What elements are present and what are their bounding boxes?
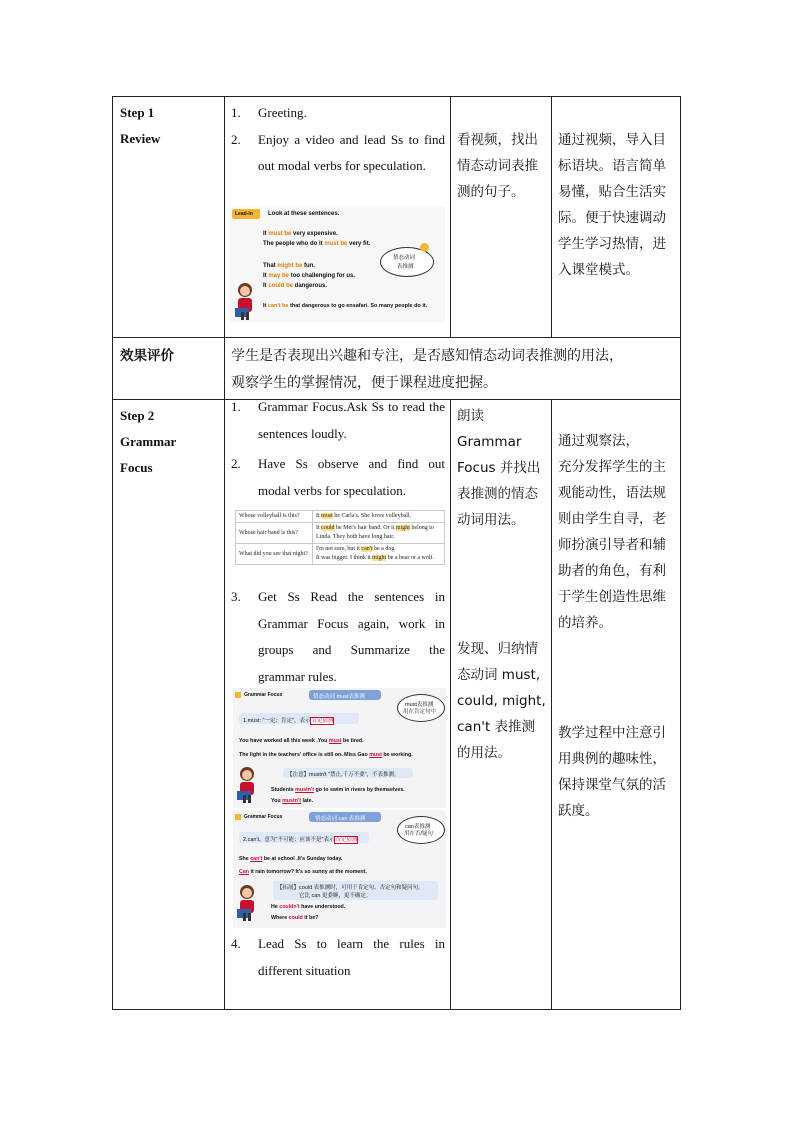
grammar-table-question: What did you see that night? [236, 544, 313, 565]
step2-item-3-num: 3. [231, 589, 241, 604]
must-bubble-line2: 用在肯定句中 [403, 709, 437, 715]
row-divider-step1 [112, 337, 681, 338]
step2-item-2 [231, 451, 445, 504]
can-example-2: Can it rain tomorrow? It's so sunny at the moment. [239, 869, 367, 875]
can-example-1: She can't be at school .It's Sunday today. [239, 856, 343, 862]
evaluation-text-line2: 观察学生的掌握情况，便于课程进度把握。 [231, 375, 497, 391]
step2-item-3-text: Get Ss Read the sentences in Grammar Focus again, work in groups and Summarize the grammar rules. [258, 589, 445, 684]
teacher-illustration [232, 281, 258, 321]
grammar-table-question: Whose volleyball is this? [236, 511, 313, 523]
grammar-table-row [236, 511, 445, 523]
lead-in-sentence-2: The people who do it must be very fit. [263, 241, 371, 247]
step1-student-activity: 看视频，找出情态动词表推测的句子。 [457, 132, 538, 200]
can-example-3: He couldn't have understood. [271, 904, 346, 910]
step1-purpose: 通过视频，导入目标语块。语言简单易懂，贴合生活实际。便于快速调动学生学习热情，进入课堂模式。 [558, 132, 666, 278]
must-example-3: Students mustn't go to swim in rivers by themselves. [271, 787, 405, 793]
step2-item-1-text: Grammar Focus.Ask Ss to read the sentences loudly. [258, 399, 445, 441]
step2-purpose-1: 通过观察法， [558, 433, 639, 449]
grammar-focus-label: Grammar Focus [244, 814, 283, 820]
lightbulb-icon [420, 243, 429, 252]
table-border-left [112, 96, 113, 1010]
grammar-focus-label: Grammar Focus [244, 692, 283, 698]
step2-label-line3: Focus [120, 460, 153, 475]
col-divider-2a [450, 96, 451, 337]
step1-activity-2-num: 2. [231, 131, 241, 147]
lead-in-sentence-1: It must be very expensive. [263, 231, 338, 237]
step2-label-line1: Step 2 [120, 408, 155, 423]
evaluation-text [231, 343, 676, 397]
step1-label-line2: Review [120, 131, 161, 146]
lead-in-sentence-5: It could be dangerous. [263, 283, 328, 289]
note-text-line1: 【拓展】could 表推测时，可用于肯定句、否定句和疑问句。 [277, 885, 424, 891]
rule-text: 1.must: "一定；肯定"，表示肯定猜测 [243, 718, 334, 724]
col-divider-2b [450, 399, 451, 1010]
grammar-table-answer: It must be Carla's. She loves volleyball. [313, 511, 445, 523]
speech-bubble-text-2: 表推测 [397, 264, 414, 270]
grammar-table-row [236, 544, 445, 565]
step2-label-line2: Grammar [120, 434, 177, 449]
grammar-focus-table [235, 510, 445, 565]
must-example-1: You have worked all this week .You must be tired. [239, 738, 364, 744]
note-text: 【注意】mustn't "禁止,千万不要"，不表推测。 [287, 772, 400, 778]
grammar-table-question: Whose hair band is this? [236, 523, 313, 544]
banner-text: 情态动词 can 表推测 [315, 816, 366, 822]
can-bubble-line2: 用在否/疑句 [404, 831, 434, 837]
banner-text: 情态动词 must表推测 [313, 694, 365, 700]
step1-activity-2 [231, 127, 445, 180]
evaluation-text-line1: 学生是否表现出兴趣和专注，是否感知情态动词表推测的用法， [231, 348, 623, 364]
lead-in-slide [230, 207, 445, 322]
step2-item-4-text: Lead Ss to learn the rules in different situation [258, 936, 445, 978]
step1-label-line1: Step 1 [120, 105, 155, 120]
can-bubble-line1: can表推测 [405, 824, 431, 830]
step2-item-4-num: 4. [231, 936, 241, 951]
step2-item-4 [231, 931, 445, 984]
step2-item-3 [231, 584, 445, 690]
grammar-focus-tab [235, 814, 241, 820]
teacher-illustration [235, 766, 259, 804]
lead-in-sentence-3: That might be fun. [263, 263, 316, 269]
lead-in-sentence-6: It can't be that dangerous to go ensafari. So many people do it. [263, 303, 428, 309]
col-divider-3a [551, 96, 552, 337]
table-border-right [680, 96, 681, 1010]
step2-purpose-2: 充分发挥学生的主观能动性，语法规则由学生自寻，老师扮演引导者和辅助者的角色，有利于学生创造性思维的培养。 [558, 459, 666, 631]
lead-in-label: Lead-in [235, 211, 253, 217]
teacher-illustration [235, 884, 259, 922]
step2-label [120, 403, 176, 481]
grammar-slide-must [233, 688, 446, 808]
step1-activity-1-num: 1. [231, 105, 241, 120]
grammar-table-answer: I'm not sure, but it can't be a dog. It was bigger. I think it might be a bear or a wolf. [313, 544, 445, 565]
step1-activity-1-text: Greeting. [258, 105, 307, 120]
col-divider-1 [224, 96, 225, 1010]
must-example-2: The light in the teachers' office is still on. Miss Gao must be working. [239, 752, 413, 758]
speech-bubble-text-1: 情态动词 [393, 255, 416, 261]
step1-activity-1 [231, 100, 445, 127]
step1-activity-2-text: Enjoy a video and lead Ss to find out modal verbs for speculation. [258, 131, 445, 173]
grammar-focus-tab [235, 692, 241, 698]
can-example-4: Where could it be? [271, 915, 319, 921]
step2-student-activity-1: 朗读 Grammar Focus 并找出表推测的情态动词用法。 [457, 408, 541, 528]
step2-item-2-num: 2. [231, 456, 241, 471]
table-border-bottom [112, 1009, 681, 1010]
grammar-table-answer: It could be Mei's hair band. Or it might belong to Linda. They both have long hair. [313, 523, 445, 544]
lead-in-sentence-4: It may be too challenging for us. [263, 273, 356, 279]
step2-item-1-num: 1. [231, 399, 241, 414]
rule-text: 2.can't，意为"不可能；应该不是"表示否定猜测 [243, 837, 358, 843]
grammar-slide-can [233, 810, 446, 928]
must-bubble-line1: must表推测 [405, 702, 434, 708]
step2-purpose-3: 教学过程中注意引用典例的趣味性，保持课堂气氛的活跃度。 [558, 725, 666, 819]
step2-student-activity-2: 发现、归纳情态动词 must, could, might, can't 表推测的用法。 [457, 641, 546, 761]
lead-in-heading: Look at these sentences. [268, 211, 340, 217]
must-example-4: You mustn't late. [271, 798, 314, 804]
step1-activities [231, 100, 445, 180]
step2-item-2-text: Have Ss observe and find out modal verbs for speculation. [258, 456, 445, 498]
step2-item-1 [231, 394, 445, 447]
step1-label [120, 100, 160, 152]
table-border-top [112, 96, 681, 97]
note-text-line2: 它比 can 更委婉，更不确定。 [299, 893, 372, 899]
col-divider-3b [551, 399, 552, 1010]
evaluation-label: 效果评价 [120, 348, 174, 364]
grammar-table-row [236, 523, 445, 544]
